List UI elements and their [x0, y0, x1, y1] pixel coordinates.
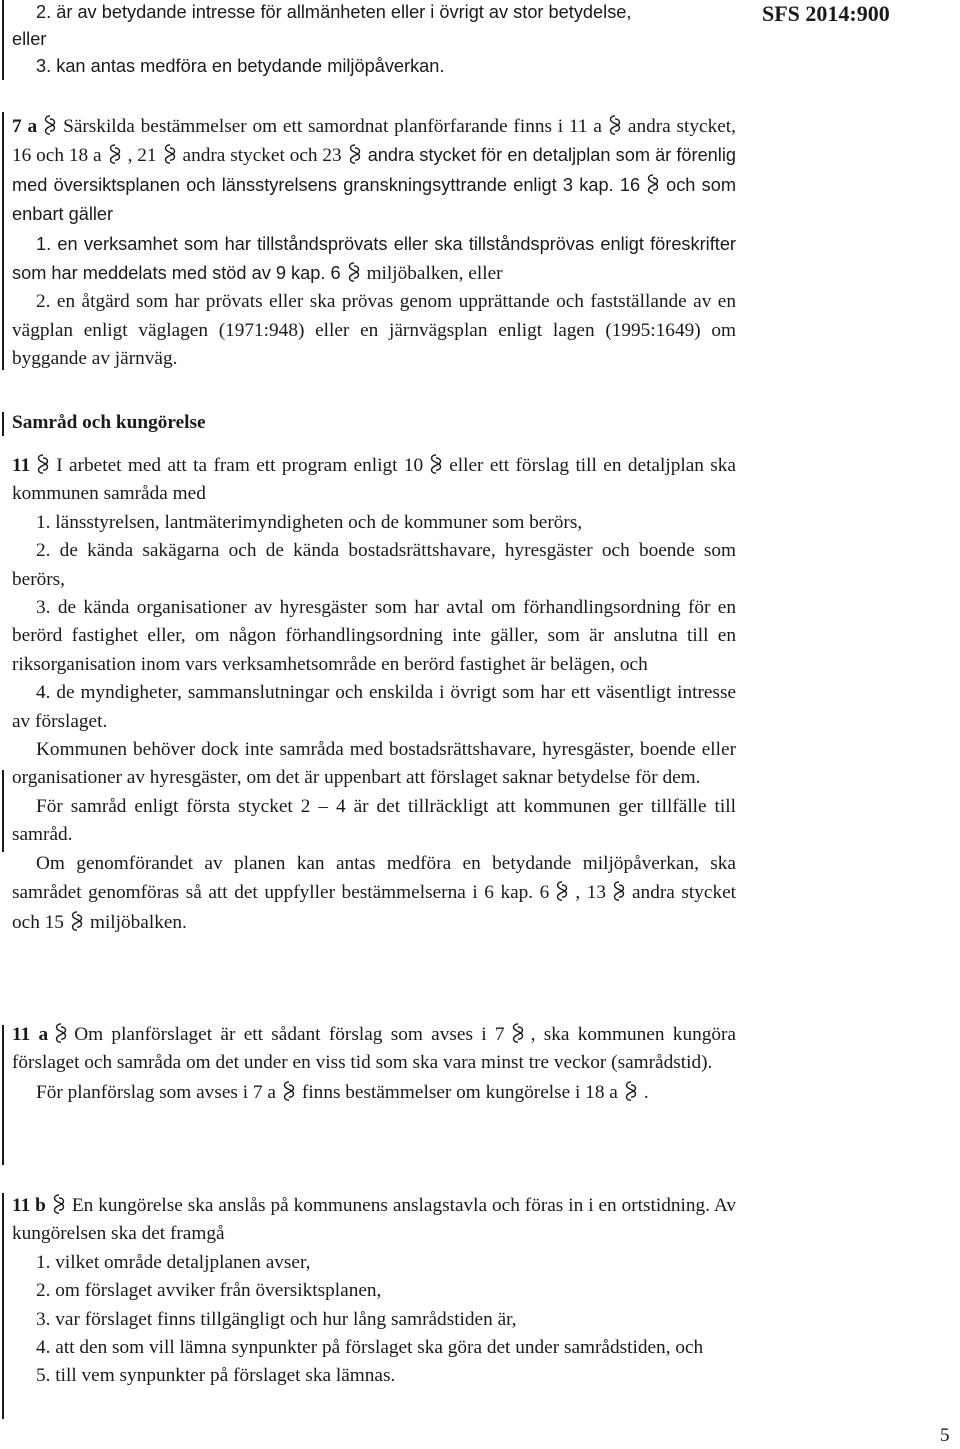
- section-number: 7 a: [12, 116, 38, 137]
- paragraph: [12, 1078, 736, 1107]
- text-run: , 21: [127, 145, 157, 167]
- page-number: 5: [940, 1425, 950, 1446]
- section-7a: [12, 112, 736, 374]
- paragraph: [12, 112, 736, 230]
- list-item: 1. vilket område detaljplanen avser,: [36, 1251, 311, 1273]
- change-bar: [2, 770, 4, 852]
- section-11: [12, 451, 736, 937]
- section-sign-icon: [32, 451, 54, 477]
- sfs-number: SFS 2014:900: [762, 1, 890, 26]
- section-number: 11 a: [12, 1024, 49, 1045]
- section-sign-icon: [551, 878, 573, 904]
- section-sign-icon: [104, 141, 126, 167]
- list-item: 5. till vem synpunkter på förslaget ska lämnas.: [36, 1365, 396, 1387]
- paragraph: För samråd enligt första stycket 2 – 4 är det tillräckligt att kommunen ger tillfälle till samråd.: [12, 795, 736, 846]
- change-bar: [2, 412, 4, 436]
- list-item: 4. att den som vill lämna synpunkter på förslaget ska göra det under samrådstiden, och: [36, 1337, 704, 1359]
- text-run: En kungörelse ska anslås på kommunens anslagstavla och föras in i en ortstidning. Av kungörelsen ska det framgå: [12, 1195, 737, 1245]
- change-bar: [2, 1193, 4, 1419]
- text-run: andra stycket och 23: [182, 145, 342, 167]
- section-sign-icon: [343, 259, 365, 285]
- section-sign-icon: [344, 141, 366, 167]
- paragraph: [12, 850, 736, 937]
- text-run: eller ett förslag till en detaljplan ska kommunen samråda med: [12, 455, 736, 505]
- paragraph: [12, 1020, 736, 1078]
- text-run: andra stycket för en detaljplan som är förenlig med översiktsplanen och länsstyrelsens granskningsyttrande enligt 3 kap. 16: [12, 145, 736, 195]
- list-item: 4. de myndigheter, sammanslutningar och enskilda i övrigt som har ett väsentligt intresse av förslaget.: [12, 682, 736, 732]
- text-run: miljöbalken.: [89, 911, 187, 933]
- text-run: andra stycket och 15: [12, 882, 736, 933]
- text-run: finns bestämmelser om kungörelse i 18 a: [301, 1081, 618, 1103]
- text-run: , 13: [575, 882, 606, 904]
- paragraph: Kommunen behöver dock inte samråda med bostadsrättshavare, hyresgäster, boende eller organisationer av hyresgäster, om det är uppenbart att förslaget saknar betydelse för dem.: [12, 739, 736, 789]
- paragraph: [12, 451, 736, 509]
- change-bar: [2, 112, 4, 370]
- section-number: 11 b: [12, 1195, 46, 1216]
- change-bar: [2, 1025, 4, 1165]
- section-heading: Samråd och kungörelse: [12, 412, 206, 433]
- list-item: 3. var förslaget finns tillgängligt och hur lång samrådstiden är,: [36, 1308, 517, 1330]
- section-sign-icon: [50, 1020, 72, 1046]
- section-sign-icon: [642, 171, 664, 197]
- section-sign-icon: [620, 1078, 642, 1104]
- text-run: För planförslag som avses i 7 a: [36, 1081, 276, 1103]
- section-sign-icon: [608, 878, 630, 904]
- text-run: .: [643, 1081, 649, 1103]
- list-item: 2. de kända sakägarna och de kända bostadsrättshavare, hyresgäster och boende som berörs,: [12, 540, 736, 590]
- section-sign-icon: [48, 1191, 70, 1217]
- text-run: Särskilda bestämmelser om ett samordnat planförfarande finns i 11 a: [63, 116, 602, 137]
- text-run: 1. en verksamhet som har tillståndsprövats eller ska tillståndsprövas enligt föreskrifter som har meddelats med stöd av 9 kap. 6: [12, 233, 736, 284]
- section-number: 11: [12, 455, 31, 476]
- text-run: miljöbalken, eller: [366, 263, 503, 285]
- list-item: 1. länsstyrelsen, lantmäterimyndigheten och de kommuner som berörs,: [36, 511, 583, 533]
- list-item: 2. är av betydande intresse för allmänheten eller i övrigt av stor betydelse,: [36, 2, 632, 22]
- section-11b: [12, 1191, 736, 1391]
- section-sign-icon: [159, 141, 181, 167]
- section-sign-icon: [66, 908, 88, 934]
- list-item: 3. kan antas medföra en betydande miljöpåverkan.: [36, 56, 445, 76]
- paragraph: [12, 1191, 736, 1249]
- section-11a: [12, 1020, 736, 1107]
- text-run: I arbetet med att ta fram ett program enligt 10: [56, 455, 424, 476]
- list-item: eller: [12, 29, 47, 49]
- text-run: , ska kommunen kungöra förslaget och samråda om det under en viss tid som ska vara minst tre veckor (samrådstid).: [12, 1024, 736, 1074]
- section-sign-icon: [507, 1020, 529, 1046]
- list-item: [12, 230, 736, 289]
- text-run: Om planförslaget är ett sådant förslag som avses i 7: [74, 1024, 505, 1045]
- list-item: 3. de kända organisationer av hyresgäster som har avtal om förhandlingsordning för en berörd fastighet eller, om någon förhandlingsordning inte gäller, som är anslutna till en riksorganisation inom vars verksamhetsområde en berörd fastighet är belägen, och: [12, 597, 736, 675]
- list-item: 2. en åtgärd som har prövats eller ska prövas genom upprättande och fastställande av en vägplan enligt väglagen (1971:948) eller en järnvägsplan enligt lagen (1995:1649) om byggande av järnväg.: [12, 291, 736, 370]
- section-sign-icon: [39, 112, 61, 138]
- section-sign-icon: [604, 112, 626, 138]
- text-run: Om genomförandet av planen kan antas medföra en betydande miljöpåverkan, ska samrådet genomföras så att det uppfyller bestämmelserna i 6 kap. 6: [12, 852, 736, 904]
- top-fragment: [12, 0, 752, 80]
- text-run: andra stycket, 16 och 18 a: [12, 116, 736, 167]
- list-item: 2. om förslaget avviker från översiktsplanen,: [36, 1280, 382, 1302]
- change-bar: [2, 0, 4, 80]
- text-run: och som enbart gäller: [12, 174, 736, 225]
- section-sign-icon: [425, 451, 447, 477]
- section-sign-icon: [278, 1078, 300, 1104]
